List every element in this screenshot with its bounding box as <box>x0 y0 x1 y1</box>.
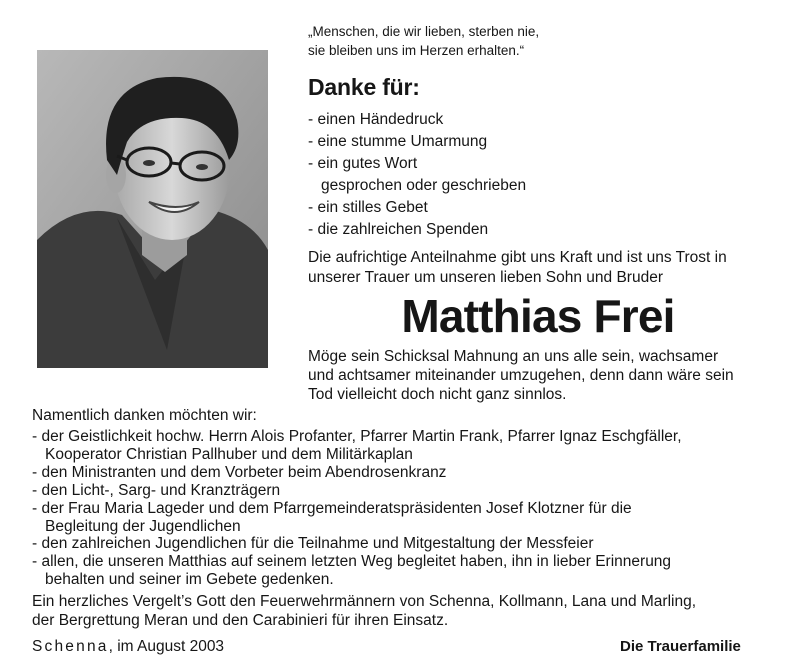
thanks-heading: Danke für: <box>308 74 420 100</box>
thanks-item: - ein stilles Gebet <box>308 199 428 216</box>
thanks-by-name-line: - allen, die unseren Matthias auf seinem letzten Weg begleitet haben, ihn in lieber Erinnerung <box>32 553 672 571</box>
intro-text <box>308 248 788 288</box>
thanks-by-name-line: - den Ministranten und dem Vorbeter beim Abendrosenkranz <box>32 463 447 481</box>
thanks-item: gesprochen oder geschrieben <box>321 177 527 194</box>
deceased-name: Matthias Frei <box>401 290 675 342</box>
signature: Die Trauerfamilie <box>620 638 741 655</box>
wish-line: Möge sein Schicksal Mahnung an uns alle sein, wachsamer <box>308 348 719 365</box>
wish-line: Tod vielleicht doch nicht ganz sinnlos. <box>308 386 567 403</box>
place: Schenna <box>32 638 109 655</box>
quote-line: „Menschen, die wir lieben, sterben nie, <box>308 24 540 39</box>
thanks-item: - einen Händedruck <box>308 111 444 128</box>
thanks-item: - eine stumme Umarmung <box>308 133 488 150</box>
intro-line: unserer Trauer um unseren lieben Sohn und Bruder <box>308 269 663 286</box>
quote-line: sie bleiben uns im Herzen erhalten.“ <box>308 43 525 58</box>
thanks-by-name-line: - den Licht-, Sarg- und Kranzträgern <box>32 481 281 499</box>
thanks-by-name-list <box>32 428 782 589</box>
intro-line: Die aufrichtige Anteilnahme gibt uns Kraft und ist uns Trost in <box>308 249 727 266</box>
closing-line: der Bergrettung Meran und den Carabinieri für ihren Einsatz. <box>32 612 449 629</box>
wish-text <box>308 347 788 404</box>
thanks-item: - ein gutes Wort <box>308 155 418 172</box>
memorial-quote <box>308 22 778 60</box>
closing-line: Ein herzliches Vergelt’s Gott den Feuerwehrmännern von Schenna, Kollmann, Lana und Marling, <box>32 593 697 610</box>
thanks-by-name-line: - den zahlreichen Jugendlichen für die Teilnahme und Mitgestaltung der Messfeier <box>32 535 594 553</box>
thanks-by-name-line: Kooperator Christian Pallhuber und dem Militärkaplan <box>45 445 413 463</box>
thanks-list <box>308 109 778 241</box>
wish-line: und achtsamer miteinander umzugehen, denn dann wäre sein <box>308 367 734 384</box>
thanks-by-name-line: - der Geistlichkeit hochw. Herrn Alois Profanter, Pfarrer Martin Frank, Pfarrer Ignaz Eschgfäller, <box>32 428 682 445</box>
closing-text <box>32 592 792 630</box>
thanks-by-name-line: behalten und seiner im Gebete gedenken. <box>45 571 334 589</box>
thanks-by-name-heading: Namentlich danken möchten wir: <box>32 407 257 424</box>
portrait-photo <box>37 50 268 368</box>
place-date <box>32 637 224 657</box>
thanks-item: - die zahlreichen Spenden <box>308 221 489 238</box>
thanks-by-name-line: Begleitung der Jugendlichen <box>45 517 241 535</box>
thanks-by-name-line: - der Frau Maria Lageder und dem Pfarrgemeinderatspräsidenten Josef Klotzner für die <box>32 499 632 517</box>
date: , im August 2003 <box>108 638 225 655</box>
